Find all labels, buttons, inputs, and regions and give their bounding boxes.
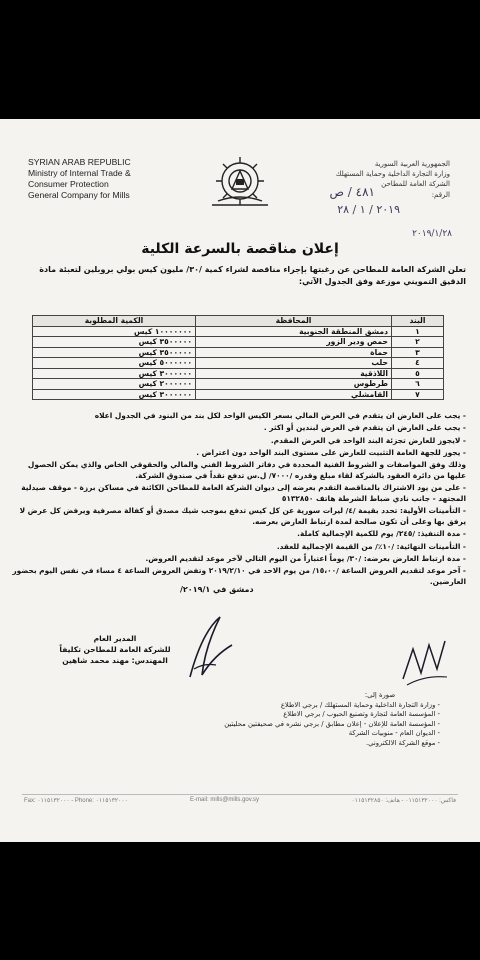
cell-qty: ٣٥٠٠٠٠٠ كيس [33, 347, 196, 358]
term-item: وذلك وفق المواصفات و الشروط الفنية المحددة في دفاتر الشروط الفني والمالي والحقوقي الخاص والذي يمكن الحصول عليها من دائرة العقود بالشركة لقاء مبلغ وقدره /٧٠٠٠/ ل.س تدفع نقداً في صندوق الشركة. [27, 460, 466, 480]
cell-qty: ٣٠٠٠٠٠٠ كيس [33, 389, 196, 400]
cell-gov: دمشق المنطقة الجنوبية [196, 326, 392, 337]
gm-company: للشركة العامة للمطاحن تكليفاً [59, 645, 171, 654]
quantities-table [32, 315, 444, 400]
cc-line: - وزارة التجارة الداخلية وحماية المستهلك / برجي الاطلاع [280, 700, 440, 709]
document-sheet [0, 119, 480, 842]
announcement-title: إعلان مناقصة بالسرعة الكلية [141, 241, 339, 257]
cell-qty: ١٠٠٠٠٠٠٠ كيس [33, 326, 196, 337]
cell-num: ٤ [392, 358, 444, 369]
initials-signature-icon [395, 629, 455, 689]
copies-to-list [220, 691, 440, 749]
gm-signature-icon [180, 607, 240, 687]
cell-qty: ٢٠٠٠٠٠٠ كيس [33, 379, 196, 390]
cell-gov: حمص ودير الزور [196, 337, 392, 348]
cell-gov: حماة [196, 347, 392, 358]
cc-line: - موقع الشركة الالكتروني. [366, 738, 440, 747]
cc-line: - المؤسسة العامة للإعلان - إعلان مطابق / برجي نشره في صحيفتين محليتين [224, 719, 440, 728]
letterhead-ar-line-3: الشركة العامة للمطاحن [381, 180, 450, 188]
cell-num: ٣ [392, 347, 444, 358]
cell-num: ٥ [392, 368, 444, 379]
cell-gov: اللاذقية [196, 368, 392, 379]
reference-number: ٤٨١ / ص [329, 185, 375, 199]
term-item: - مدة التنفيذ: /٢٤٥/ يوم للكمية الإجمالية كاملة. [297, 529, 466, 539]
cell-num: ٦ [392, 379, 444, 390]
term-item: - يجوز للجهة العامة التثبيت للعارض على مستوى البند الواحد دون اعتراض . [196, 447, 466, 457]
table-row [33, 368, 444, 379]
cell-gov: القامشلي [196, 389, 392, 400]
announcement-intro: تعلن الشركة العامة للمطاحن عن رغبتها بإجراء مناقصة لشراء كمية /٣٠/ مليون كيس بولي بروبلين لتعبئة مادة الدقيق التمويني موزعة وفق الجدول الآتي: [39, 265, 466, 286]
table-row [33, 347, 444, 358]
footer-fax-phone: Fax: ٠١١٥١٣٢٠٠٠ - Phone: ٠١١٥١٣٢٠٠٠ [24, 798, 128, 804]
table-row [33, 379, 444, 390]
term-item: - التأمينات النهائية: /١٠٪/ من القيمة الإجمالية للعقد. [276, 541, 466, 551]
footer-divider [22, 794, 458, 795]
cell-qty: ٣٥٠٠٠٠٠ كيس [33, 337, 196, 348]
cell-gov: حلب [196, 358, 392, 369]
letterhead-en-line-2: Ministry of Internal Trade & [28, 168, 131, 178]
footer-email: E-mail: mills@mills.gov.sy [190, 797, 259, 803]
place-date: دمشق في ٢٠١٩/١/ [180, 585, 254, 594]
col-quantity: الكمية المطلوبة [33, 316, 196, 327]
col-governorate: المحافظة [196, 316, 392, 327]
cell-qty: ٣٠٠٠٠٠٠ كيس [33, 368, 196, 379]
term-item: - آخر موعد لتقديم العروض الساعة /١٥،٠٠/ من يوم الاحد في ٢٠١٩/٢/١٠ وتفض العروض الساعة ٤ مساء في نفس اليوم بحضور العارضين. [12, 566, 466, 587]
term-item: - يجب على العارض ان يتقدم في العرض لبندين أو اكثر . [263, 423, 466, 433]
letterhead-en-line-3: Consumer Protection [28, 179, 109, 189]
handwritten-date: ٢٠١٩/١/٢٨ [412, 229, 452, 239]
term-item: - على من يود الاشتراك بالمناقصة التقدم بعرضه إلى ديوان الشركة العامة للمطاحن الكائنة في مساكن برزة - موقف صيدلية المجتهد - جانب نادي ضباط الشرطة هاتف ٥١٣٢٨٥٠ [21, 483, 466, 504]
letterhead-en-line-1: SYRIAN ARAB REPUBLIC [28, 157, 131, 167]
reference-label: الرقم: [431, 191, 450, 199]
gm-name: المهندس: مهند محمد شاهين [62, 656, 168, 665]
english-letterhead [28, 157, 131, 201]
term-item: - يجب على العارض ان يتقدم في العرض المالي بسعر الكيس الواحد لكل بند من البنود في الجدول اعلاه [94, 411, 466, 420]
cc-line: - المؤسسة العامة لتجارة وتصنيع الحبوب / برجي الاطلاع [283, 710, 440, 719]
bottom-black-band [0, 842, 480, 960]
term-item: - التأمينات الأولية: تحدد بقيمة /٤/ ليرات سورية عن كل كيس تدفع بموجب شيك مصدق أو كفالة مصرفية ويرفض كل عرض لا يرفق بها وعلى أن تكون صالحة لمدة ارتباط العارض بعرضه. [19, 506, 466, 527]
table-header-row [33, 316, 444, 327]
table-row [33, 326, 444, 337]
cc-heading: صورة إلى: [364, 691, 396, 699]
letterhead-ar-line-2: وزارة التجارة الداخلية وحماية المستهلك [335, 170, 450, 178]
table-row [33, 389, 444, 400]
cell-gov: طرطوس [196, 379, 392, 390]
cell-num: ١ [392, 326, 444, 337]
table-row [33, 337, 444, 348]
cc-line: - الديوان العام - منوبيات الشركة [348, 729, 440, 738]
document-date: ٢٠١٩ / ١ / ٢٨ [337, 203, 400, 216]
table-row [33, 358, 444, 369]
company-emblem-icon [204, 153, 276, 211]
general-manager-block [40, 633, 190, 666]
letterhead-en-line-4: General Company for Mills [28, 190, 130, 200]
footer-arabic-contacts: فاكس: ٠١١٥١٣٢٠٠٠ - هاتف: ٠١١٥١٣٢٨٥٠ [351, 798, 456, 804]
letterhead-ar-line-1: الجمهورية العربية السورية [374, 160, 450, 168]
gm-title: المدير العام [93, 634, 137, 643]
cell-num: ٧ [392, 389, 444, 400]
cell-qty: ٥٠٠٠٠٠٠ كيس [33, 358, 196, 369]
col-item: البند [392, 316, 444, 327]
tender-terms [10, 411, 466, 589]
term-item: - لايجوز للعارض تجزئة البند الواحد في العرض المقدم. [270, 435, 466, 445]
cell-num: ٢ [392, 337, 444, 348]
term-item: - مدة ارتباط العارض بعرضه: /٣٠/ يوماً اعتباراً من اليوم التالي لآخر موعد لتقديم العروض. [145, 554, 466, 564]
